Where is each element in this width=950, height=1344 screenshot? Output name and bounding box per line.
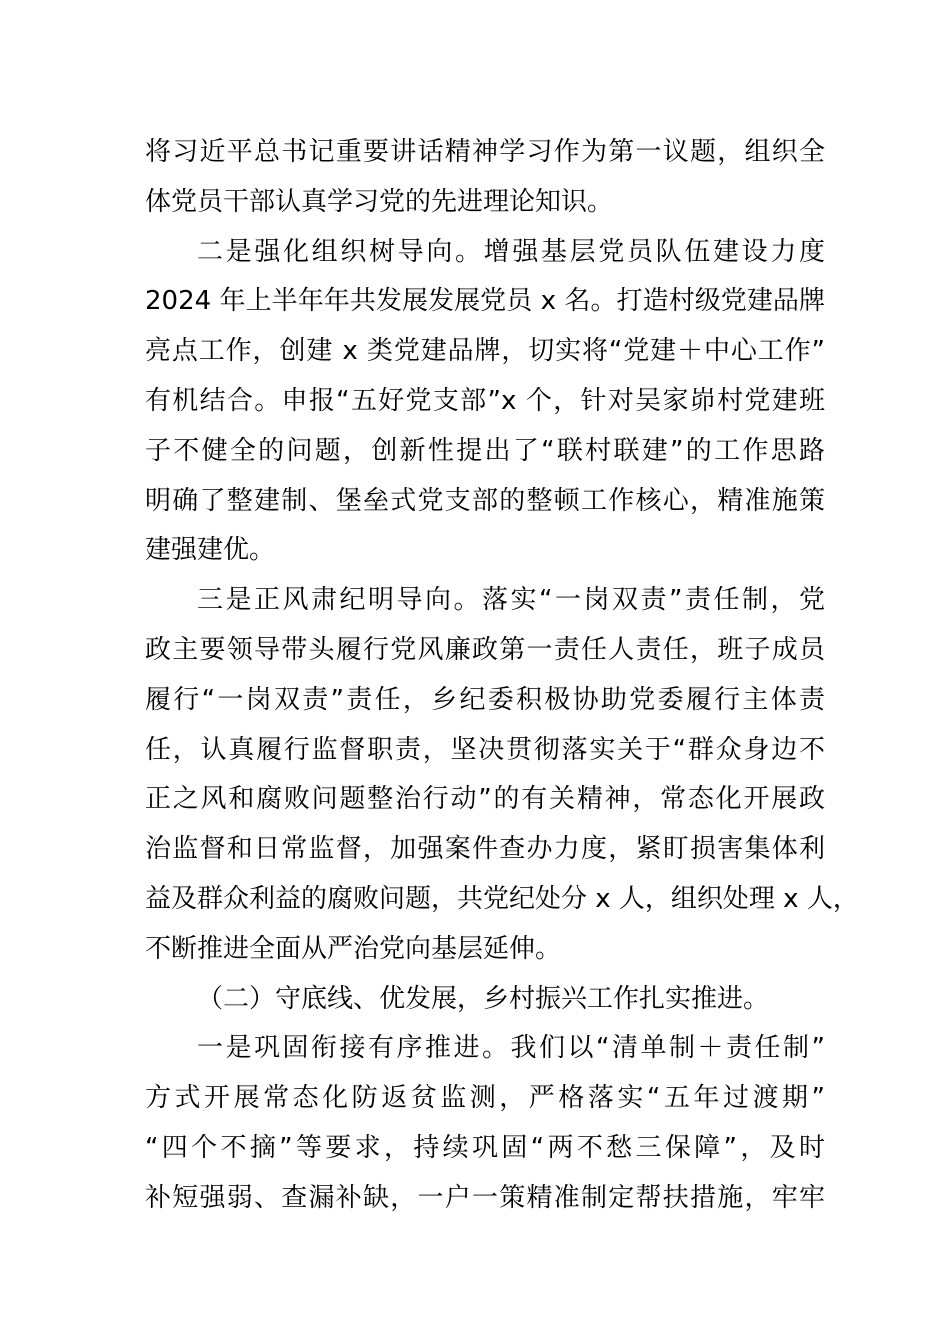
text-line: 不断推进全面从严治党向基层延伸。 [145,933,562,964]
text-line: 将习近平总书记重要讲话精神学习作为第一议题，组织全 [145,137,825,167]
text-line: 任，认真履行监督职责，坚决贯彻落实关于“群众身边不 [145,734,825,765]
text-line: 建强建优。 [145,535,276,566]
text-line: 履行“一岗双责”责任，乡纪委积极协助党委履行主体责 [145,684,825,715]
text-line: 体党员干部认真学习党的先进理论知识。 [145,186,614,217]
text-line: （二）守底线、优发展，乡村振兴工作扎实推进。 [197,983,770,1014]
body-text [145,128,859,1224]
text-line: 亮点工作，创建 x 类党建品牌，切实将“党建＋中心工作” [145,336,825,367]
text-line: 正之风和腐败问题整治行动”的有关精神，常态化开展政 [145,784,825,815]
text-line: 政主要领导带头履行党风廉政第一责任人责任，班子成员 [145,634,825,665]
text-line: “四个不摘”等要求，持续巩固“两不愁三保障”，及时 [145,1132,825,1163]
text-line: 三是正风肃纪明导向。落实“一岗双责”责任制，党 [197,585,825,616]
text-line: 补短强弱、查漏补缺，一户一策精准制定帮扶措施，牢牢 [145,1182,825,1213]
text-line: 明确了整建制、堡垒式党支部的整顿工作核心，精准施策 [145,485,825,516]
text-line: 子不健全的问题，创新性提出了“联村联建”的工作思路 [145,435,825,466]
text-line: 方式开展常态化防返贫监测，严格落实“五年过渡期” [145,1083,825,1114]
text-line: 2024 年上半年年共发展发展党员 x 名。打造村级党建品牌 [145,286,825,317]
text-line: 一是巩固衔接有序推进。我们以“清单制＋责任制” [197,1033,825,1064]
text-line: 二是强化组织树导向。增强基层党员队伍建设力度 [197,236,825,267]
text-line: 有机结合。申报“五好党支部”x 个，针对吴家峁村党建班 [145,385,825,416]
text-line: 益及群众利益的腐败问题，共党纪处分 x 人，组织处理 x 人， [145,883,859,914]
text-line: 治监督和日常监督，加强案件查办力度，紧盯损害集体利 [145,834,825,865]
